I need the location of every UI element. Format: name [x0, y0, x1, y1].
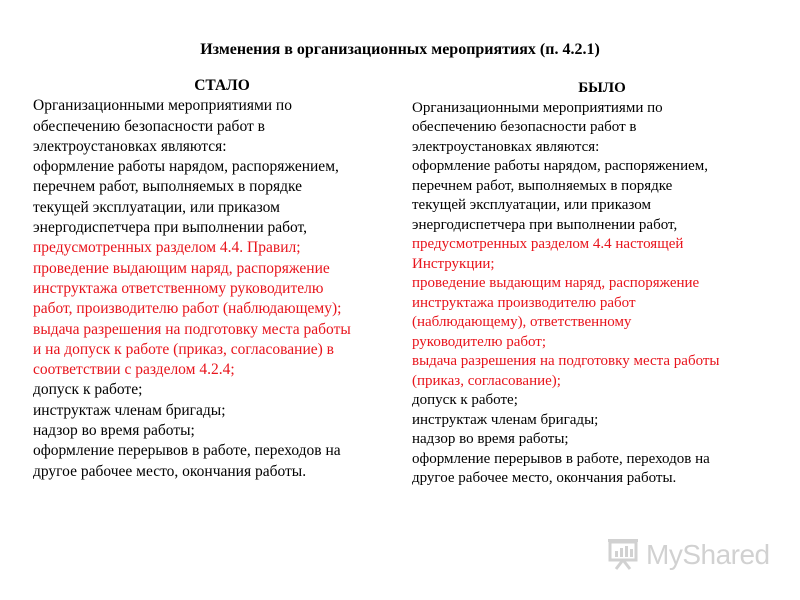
- text-line: обеспечению безопасности работ в: [412, 119, 637, 135]
- text-line: инструктаж членам бригады;: [412, 411, 599, 428]
- text-line: Организационными мероприятиями по: [33, 97, 292, 115]
- watermark-text: MyShared: [646, 539, 770, 570]
- text-line-changed: предусмотренных разделом 4.4. Правил;: [33, 239, 301, 257]
- text-line: оформление перерывов в работе, переходов на: [33, 442, 341, 460]
- text-line: надзор во время работы;: [33, 422, 195, 440]
- text-line-changed: инструктажа производителю работ: [412, 294, 636, 311]
- column-body-stalo: [33, 96, 405, 482]
- watermark-logo: [606, 535, 770, 575]
- text-line-changed: (наблюдающему), ответственному: [412, 314, 632, 330]
- text-line: электроустановках являются:: [412, 138, 600, 155]
- text-line: энергодиспетчера при выполнении работ,: [33, 219, 308, 237]
- column-body-bylo: [412, 99, 784, 489]
- text-line-changed: проведение выдающим наряд, распоряжение: [33, 259, 330, 277]
- text-line: инструктаж членам бригады;: [33, 401, 226, 419]
- text-line: другое рабочее место, окончания работы.: [33, 462, 307, 480]
- text-line: перечнем работ, выполняемых в порядке: [412, 177, 673, 194]
- text-line: перечнем работ, выполняемых в порядке: [33, 178, 302, 196]
- text-line: оформление работы нарядом, распоряжением,: [33, 158, 339, 176]
- text-line: допуск к работе;: [33, 381, 143, 399]
- presentation-board-icon: [606, 536, 642, 575]
- text-line-changed: выдача разрешения на подготовку места работы: [412, 353, 720, 369]
- page-title: Изменения в организационных мероприятиях (п. 4.2.1): [200, 41, 600, 58]
- text-line: Организационными мероприятиями по: [412, 99, 663, 116]
- text-line: допуск к работе;: [412, 392, 518, 408]
- text-line-changed: работ, производителю работ (наблюдающему);: [33, 300, 342, 318]
- text-line: электроустановках являются:: [33, 137, 227, 155]
- column-heading-stalo: СТАЛО: [194, 77, 250, 94]
- text-line-changed: соответствии с разделом 4.2.4;: [33, 361, 235, 379]
- text-line: другое рабочее место, окончания работы.: [412, 470, 677, 486]
- text-line: оформление перерывов в работе, переходов на: [412, 450, 710, 467]
- text-line-changed: (приказ, согласование);: [412, 372, 561, 389]
- column-stalo: [33, 76, 405, 482]
- text-line-changed: предусмотренных разделом 4.4 настоящей: [412, 236, 684, 252]
- column-heading-bylo: БЫЛО: [578, 80, 626, 96]
- text-line: оформление работы нарядом, распоряжением,: [412, 158, 709, 174]
- column-bylo: [412, 79, 784, 489]
- text-line-changed: выдача разрешения на подготовку места работы: [33, 320, 351, 338]
- text-line-changed: инструктажа ответственному руководителю: [33, 279, 324, 297]
- text-line-changed: и на допуск к работе (приказ, согласование) в: [33, 340, 334, 358]
- text-line-changed: проведение выдающим наряд, распоряжение: [412, 275, 700, 291]
- text-line: текущей эксплуатации, или приказом: [33, 198, 280, 216]
- text-line: текущей эксплуатации, или приказом: [412, 197, 651, 213]
- text-line: надзор во время работы;: [412, 431, 569, 447]
- text-line-changed: Инструкции;: [412, 255, 495, 272]
- text-line: обеспечению безопасности работ в: [33, 117, 265, 135]
- text-line: энергодиспетчера при выполнении работ,: [412, 216, 678, 233]
- text-line-changed: руководителю работ;: [412, 333, 547, 350]
